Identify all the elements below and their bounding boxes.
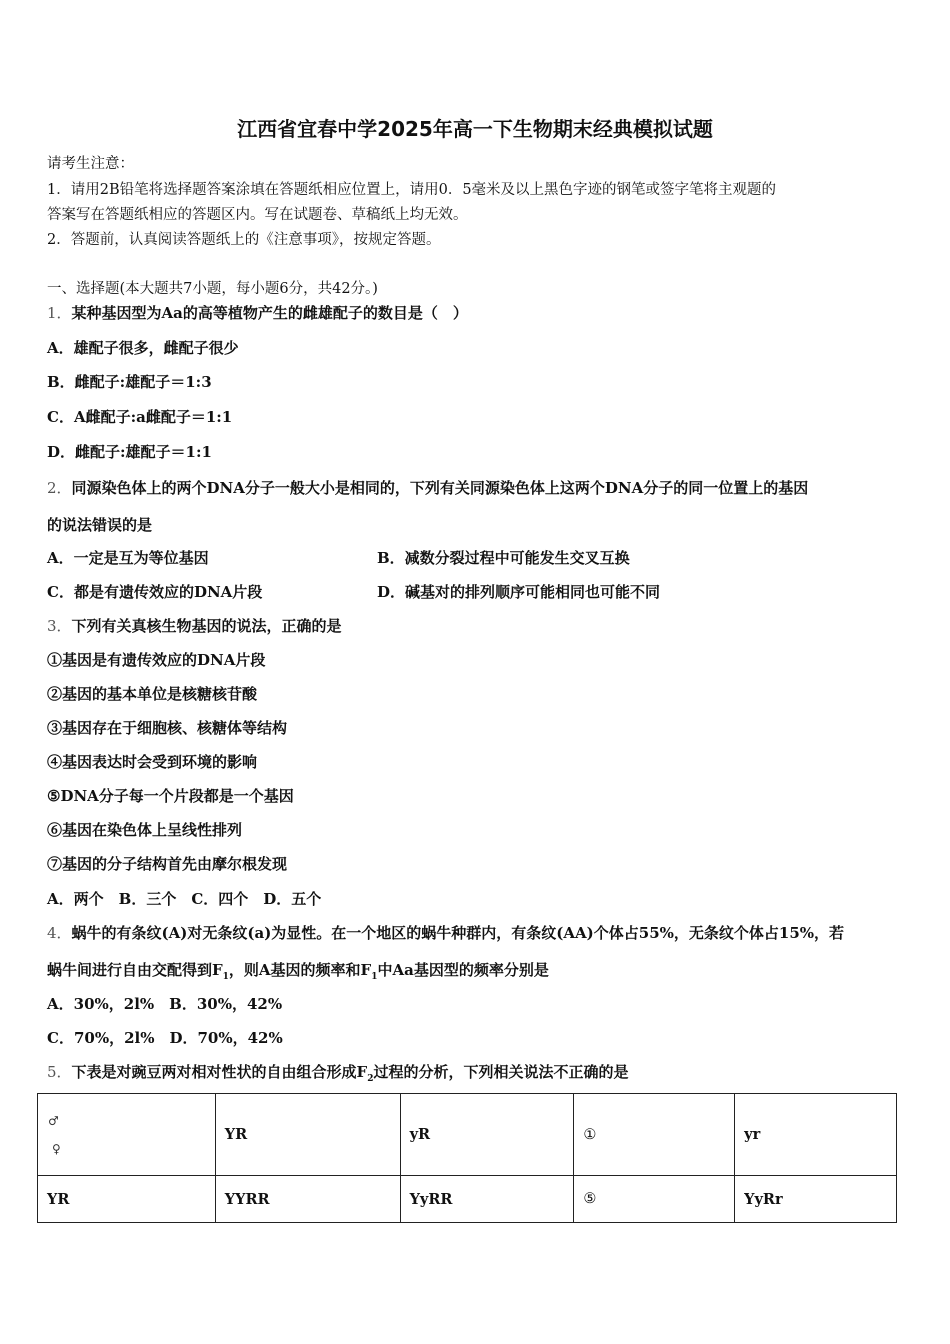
gender-corner-cell — [38, 1094, 216, 1176]
q2-option-d: D．碱基对的排列顺序可能相同也可能不同 — [377, 583, 661, 601]
question-number: 3． — [47, 617, 72, 635]
question-4 — [47, 922, 844, 943]
punnett-table — [37, 1093, 897, 1223]
q4-stem-line2 — [47, 959, 549, 982]
q2-option-b: B．减数分裂过程中可能发生交叉互换 — [377, 549, 630, 567]
q4-stem-part-a: 蜗牛间进行自由交配得到F — [47, 961, 223, 979]
question-2 — [47, 477, 808, 498]
notice-heading: 请考生注意： — [47, 156, 134, 172]
table-cell: YYRR — [215, 1176, 400, 1223]
notice-item2: 2．答题前，认真阅读答题纸上的《注意事项》，按规定答题。 — [47, 232, 441, 248]
question-stem: 下列有关真核生物基因的说法，正确的是 — [71, 617, 342, 635]
question-stem: 某种基因型为Aa的高等植物产生的雌雄配子的数目是（ ） — [71, 304, 468, 322]
question-3 — [47, 615, 342, 636]
q1-option-a: A．雄配子很多，雌配子很少 — [47, 339, 239, 357]
q2-stem-line2: 的说法错误的是 — [47, 516, 153, 534]
q3-item-2: ②基因的基本单位是核糖核苷酸 — [47, 685, 258, 703]
male-symbol: ♂ — [48, 1113, 59, 1128]
question-number: 4． — [47, 924, 72, 942]
q1-option-c: C．A雌配子:a雌配子＝1:1 — [47, 408, 233, 426]
q1-option-d: D．雌配子:雄配子＝1:1 — [47, 443, 212, 461]
table-row-label: YR — [38, 1176, 216, 1223]
table-row — [38, 1176, 897, 1223]
q2-option-a: A．一定是互为等位基因 — [47, 549, 209, 567]
table-header-cell: yr — [735, 1094, 897, 1176]
q4-stem-part-b: ，则A基因的频率和F — [228, 961, 372, 979]
table-header-cell: yR — [400, 1094, 574, 1176]
question-stem-line1: 蜗牛的有条纹(A)对无条纹(a)为显性。在一个地区的蜗牛种群内，有条纹(AA)个体占55%，无条纹个体占15%，若 — [71, 924, 845, 942]
question-number: 5． — [47, 1063, 72, 1081]
q4-subscript-1: 1 — [222, 972, 229, 982]
female-symbol: ♀ — [52, 1141, 61, 1156]
notice-item1-line2: 答案写在答题纸相应的答题区内。写在试题卷、草稿纸上均无效。 — [47, 207, 468, 223]
page-title: 江西省宜春中学2025年高一下生物期末经典模拟试题 — [237, 117, 713, 141]
q3-item-1: ①基因是有遗传效应的DNA片段 — [47, 651, 266, 669]
q3-options: A．两个 B．三个 C．四个 D．五个 — [47, 890, 322, 908]
question-stem-line1: 同源染色体上的两个DNA分子一般大小是相同的，下列有关同源染色体上这两个DNA分子的同一位置上的基因 — [71, 479, 809, 497]
table-cell: YyRR — [400, 1176, 574, 1223]
q4-stem-part-c: 中Aa基因型的频率分别是 — [377, 961, 549, 979]
q3-item-4: ④基因表达时会受到环境的影响 — [47, 753, 258, 771]
q3-item-7: ⑦基因的分子结构首先由摩尔根发现 — [47, 855, 288, 873]
question-stem-part-b: 过程的分析，下列相关说法不正确的是 — [373, 1063, 629, 1081]
question-5 — [47, 1061, 628, 1084]
q3-item-3: ③基因存在于细胞核、核糖体等结构 — [47, 719, 288, 737]
table-header-cell: ① — [574, 1094, 735, 1176]
question-stem-part-a: 下表是对豌豆两对相对性状的自由组合形成F — [71, 1063, 368, 1081]
q4-options-line1: A．30%，2l% B．30%，42% — [47, 995, 283, 1013]
question-1 — [47, 302, 468, 323]
q5-subscript: 2 — [367, 1074, 374, 1084]
section-heading: 一、选择题(本大题共7小题，每小题6分，共42分。) — [47, 281, 378, 297]
notice-item1-line1: 1．请用2B铅笔将选择题答案涂填在答题纸相应位置上，请用0．5毫米及以上黑色字迹的钢笔或签字笔将主观题的 — [47, 182, 777, 198]
q3-item-5: ⑤DNA分子每一个片段都是一个基因 — [47, 787, 294, 805]
table-cell: ⑤ — [574, 1176, 735, 1223]
table-cell: YyRr — [735, 1176, 897, 1223]
table-header-row — [38, 1094, 897, 1176]
question-number: 2． — [47, 479, 72, 497]
q1-option-b: B．雌配子:雄配子＝1:3 — [47, 373, 212, 391]
q4-options-line2: C．70%，2l% D．70%，42% — [47, 1029, 283, 1047]
q4-subscript-2: 1 — [371, 972, 378, 982]
q2-option-c: C．都是有遗传效应的DNA片段 — [47, 583, 263, 601]
table-header-cell: YR — [215, 1094, 400, 1176]
q3-item-6: ⑥基因在染色体上呈线性排列 — [47, 821, 243, 839]
question-number: 1． — [47, 304, 72, 322]
